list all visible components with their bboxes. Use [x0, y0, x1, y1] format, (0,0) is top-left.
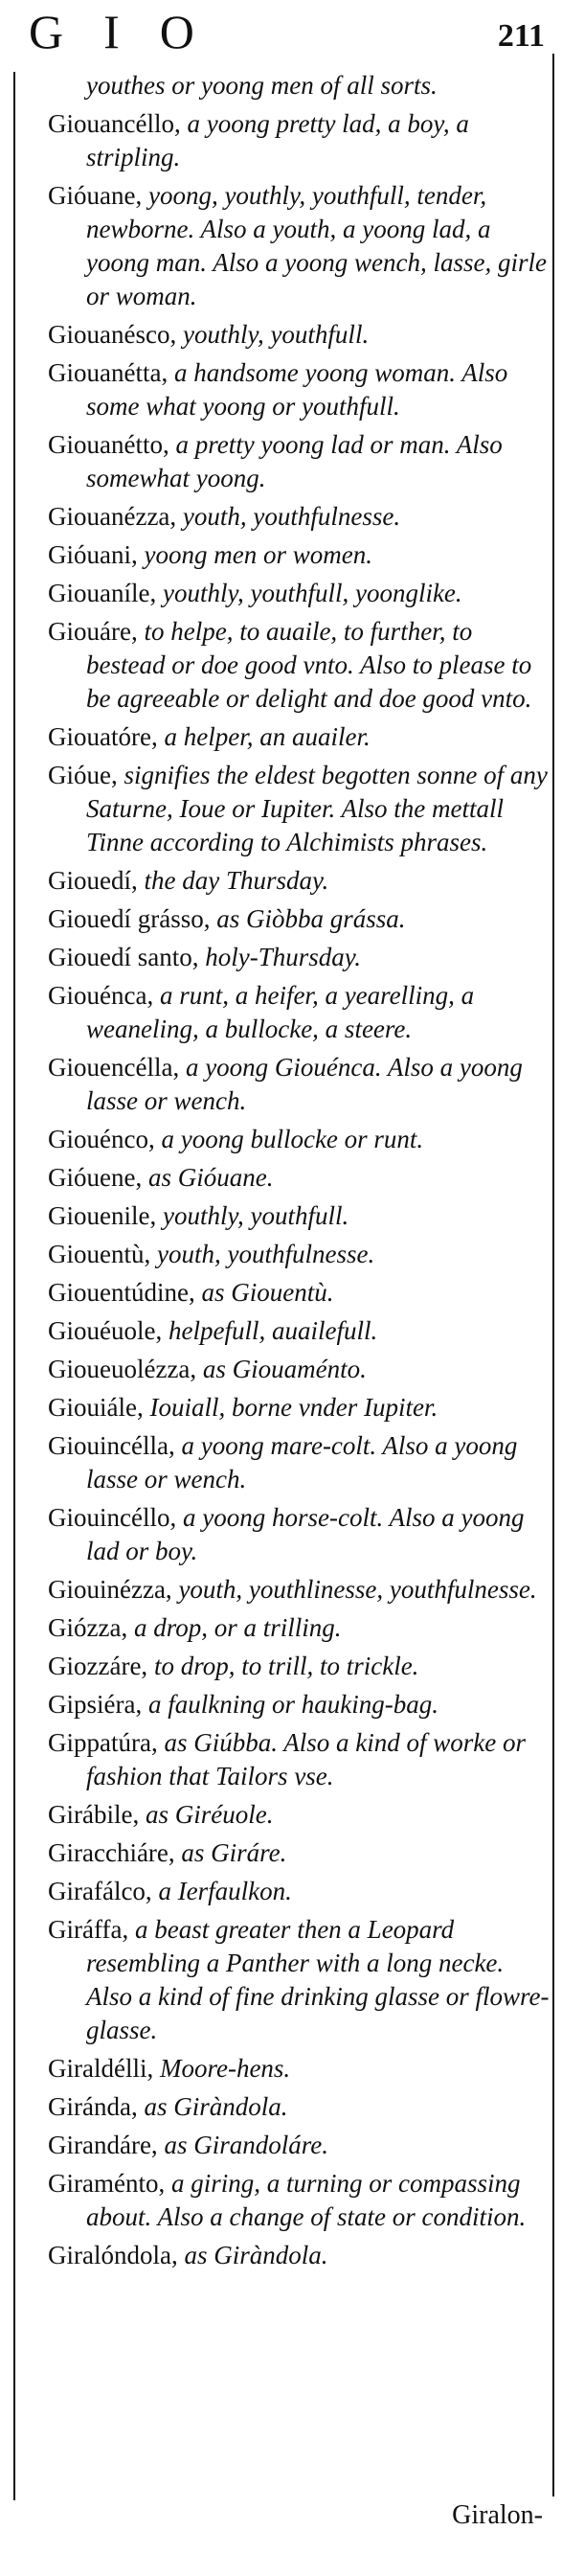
dictionary-entry	[17, 577, 550, 610]
headword: Giouencélla,	[48, 1053, 180, 1082]
dictionary-entry	[17, 2052, 550, 2086]
catchword: Giralon-	[452, 2500, 543, 2530]
dictionary-entry	[17, 356, 550, 423]
dictionary-entry	[17, 1688, 550, 1721]
dictionary-entry	[17, 720, 550, 754]
headword: Giózza,	[48, 1613, 128, 1642]
headword: Gipsiéra,	[48, 1690, 143, 1719]
dictionary-entry	[17, 69, 550, 103]
headword: Giouiále,	[48, 1393, 144, 1422]
definition: a drop, or a trilling.	[127, 1613, 342, 1642]
definition: youthly, youthfull, yoonglike.	[156, 579, 462, 607]
headword: Gióuene,	[48, 1163, 143, 1192]
headword: Giralóndola,	[48, 2241, 178, 2269]
dictionary-entry	[17, 902, 550, 936]
definition: as Giréuole.	[139, 1800, 274, 1829]
dictionary-entry	[17, 318, 550, 352]
headword: Giouedí,	[48, 866, 138, 895]
headword: Giouedí grásso,	[48, 904, 211, 933]
dictionary-entry	[17, 2239, 550, 2272]
dictionary-entry	[17, 1391, 550, 1425]
headword: Giouanétta,	[48, 358, 169, 387]
headword: Gioueuolézza,	[48, 1355, 197, 1383]
definition: a yoong Giouénca. Also a yoong lasse or wench.	[86, 1053, 523, 1115]
definition: yoong, youthly, youthfull, tender, newborne. Also a youth, a yoong lad, a yoong man. Also a yoong wench, lasse, girle or woman.	[86, 181, 547, 310]
definition: a helper, an auailer.	[157, 722, 371, 751]
definition: youthly, youthfull.	[156, 1201, 349, 1230]
definition: Moore-hens.	[153, 2054, 291, 2083]
headword: Giouentúdine,	[48, 1278, 195, 1307]
definition: as Giouaménto.	[196, 1355, 367, 1383]
dictionary-entry	[17, 2167, 550, 2234]
dictionary-entry	[17, 1314, 550, 1348]
headword: Gippatúra,	[48, 1728, 158, 1757]
headword: Giouéuole,	[48, 1316, 163, 1345]
definition: as Giràndola.	[137, 2092, 288, 2121]
headword: Giouenile,	[48, 1201, 157, 1230]
headword: Giouaníle,	[48, 579, 157, 607]
dictionary-entry	[17, 538, 550, 572]
headword: Giouénco,	[48, 1125, 155, 1153]
definition: youth, youthfulnesse.	[176, 502, 401, 531]
dictionary-entry	[17, 1501, 550, 1568]
headword: Giouanézza,	[48, 502, 177, 531]
headword: Giouáre,	[48, 617, 138, 646]
definition: a yoong bullocke or runt.	[154, 1125, 424, 1153]
headword: Girafálco,	[48, 1877, 152, 1905]
definition: a yoong mare-colt. Also a yoong lasse or wench.	[86, 1431, 518, 1493]
dictionary-entry	[17, 1726, 550, 1793]
dictionary-entry	[17, 615, 550, 716]
definition: youthly, youthfull.	[176, 320, 370, 349]
dictionary-entry	[17, 1573, 550, 1607]
running-title: GIO	[29, 5, 235, 58]
definition: youthes or yoong men of all sorts.	[86, 71, 438, 100]
page-number: 211	[497, 18, 545, 54]
headword: Giraménto,	[48, 2169, 166, 2198]
definition: as Gióuane.	[142, 1163, 274, 1192]
column-rule-left	[13, 72, 15, 2500]
definition: a faulkning or hauking-bag.	[142, 1690, 438, 1719]
dictionary-entry	[17, 1161, 550, 1195]
definition: a handsome yoong woman. Also some what yoong or youthfull.	[86, 358, 508, 421]
dictionary-entry	[17, 2129, 550, 2162]
page-header	[0, 0, 562, 67]
headword: Giracchiáre,	[48, 1838, 175, 1867]
headword: Giouincélla,	[48, 1431, 175, 1460]
definition: holy-Thursday.	[198, 943, 361, 971]
column-rule-right	[552, 54, 554, 2496]
headword: Giouentù,	[48, 1240, 151, 1268]
headword: Giránda,	[48, 2092, 138, 2121]
dictionary-column	[17, 69, 550, 2272]
dictionary-entry	[17, 500, 550, 534]
headword: Giráffa,	[48, 1915, 129, 1944]
headword: Gióuani,	[48, 540, 138, 569]
dictionary-entry	[17, 1353, 550, 1386]
dictionary-entry	[17, 2090, 550, 2124]
definition: a yoong horse-colt. Also a yoong lad or boy.	[86, 1503, 525, 1565]
dictionary-entry	[17, 1238, 550, 1271]
definition: a giring, a turning or compassing about. Also a change of state or condition.	[86, 2169, 527, 2231]
dictionary-entry	[17, 941, 550, 974]
dictionary-entry	[17, 979, 550, 1046]
headword: Giouanésco,	[48, 320, 177, 349]
dictionary-entry	[17, 1875, 550, 1908]
dictionary-entry	[17, 1798, 550, 1832]
headword: Giraldélli,	[48, 2054, 154, 2083]
definition: to helpe, to auaile, to further, to bestead or doe good vnto. Also to please to be agreeable or delight and doe good vnto.	[86, 617, 532, 713]
headword: Giouedí santo,	[48, 943, 199, 971]
definition: as Giouentù.	[194, 1278, 334, 1307]
definition: a Ierfaulkon.	[151, 1877, 292, 1905]
headword: Giouatóre,	[48, 722, 158, 751]
definition: yoong men or women.	[137, 540, 372, 569]
dictionary-entry	[17, 1650, 550, 1683]
definition: a pretty yoong lad or man. Also somewhat yoong.	[86, 430, 503, 492]
headword: Girábile,	[48, 1800, 140, 1829]
headword: Gióue,	[48, 761, 118, 789]
definition: helpefull, auailefull.	[162, 1316, 378, 1345]
dictionary-entry	[17, 1611, 550, 1645]
definition: youth, youthfulnesse.	[150, 1240, 375, 1268]
dictionary-entry	[17, 864, 550, 898]
definition: as Giúbba. Also a kind of worke or fashion that Tailors vse.	[86, 1728, 526, 1790]
definition: signifies the eldest begotten sonne of any Saturne, Ioue or Iupiter. Also the mettall Tinne according to Alchimists phrases.	[86, 761, 548, 856]
headword: Giouincéllo,	[48, 1503, 177, 1532]
headword: Giozzáre,	[48, 1652, 148, 1680]
definition: the day Thursday.	[137, 866, 329, 895]
dictionary-entry	[17, 428, 550, 495]
dictionary-entry	[17, 1276, 550, 1310]
dictionary-entry	[17, 759, 550, 859]
definition: youth, youthlinesse, youthfulnesse.	[171, 1575, 537, 1604]
dictionary-entry	[17, 1429, 550, 1496]
dictionary-entry	[17, 107, 550, 174]
dictionary-entry	[17, 179, 550, 313]
headword: Giouinézza,	[48, 1575, 172, 1604]
definition: to drop, to trill, to trickle.	[147, 1652, 419, 1680]
headword: Giouénca,	[48, 981, 154, 1010]
definition: a yoong pretty lad, a boy, a stripling.	[86, 109, 469, 171]
definition: as Giráre.	[174, 1838, 287, 1867]
dictionary-entry	[17, 1051, 550, 1118]
dictionary-entry	[17, 1123, 550, 1156]
definition: as Girandoláre.	[157, 2131, 328, 2159]
dictionary-entry	[17, 1199, 550, 1233]
headword: Girandáre,	[48, 2131, 158, 2159]
definition: as Giràndola.	[177, 2241, 328, 2269]
headword: Giouancéllo,	[48, 109, 181, 138]
dictionary-entry	[17, 1836, 550, 1870]
dictionary-entry	[17, 1913, 550, 2047]
definition: a beast greater then a Leopard resembling a Panther with a long necke. Also a kind of fine drinking glasse or flowre-glasse.	[86, 1915, 550, 2044]
definition: as Giòbba grássa.	[210, 904, 406, 933]
headword: Gióuane,	[48, 181, 143, 210]
definition: a runt, a heifer, a yearelling, a weaneling, a bullocke, a steere.	[86, 981, 475, 1043]
headword: Giouanétto,	[48, 430, 169, 459]
definition: Iouiall, borne vnder Iupiter.	[143, 1393, 438, 1422]
